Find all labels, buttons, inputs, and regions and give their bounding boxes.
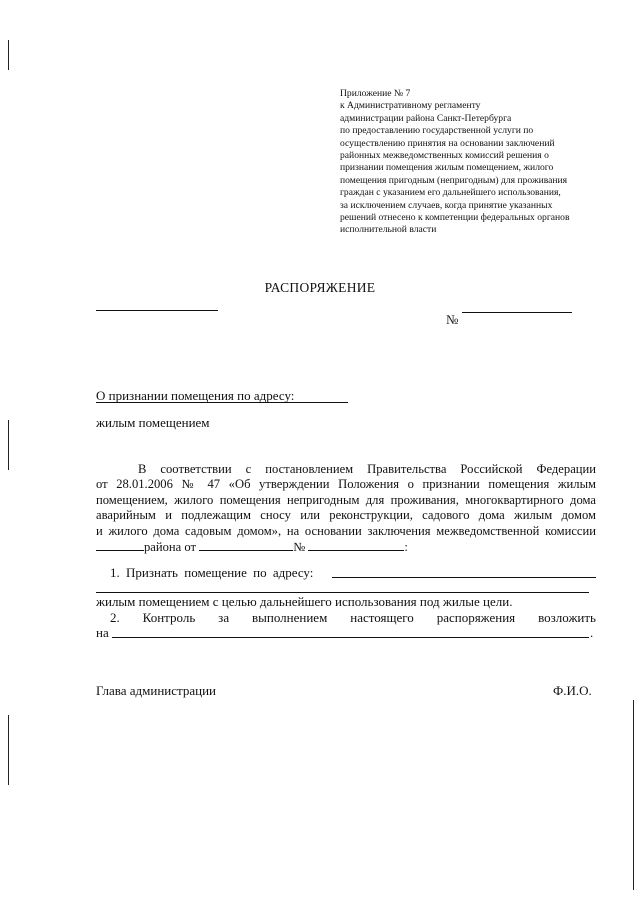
item-2-responsible-blank bbox=[112, 637, 589, 638]
body-row: помещением, жилого помещения непригодным для проживания, многоквартирного дома bbox=[96, 492, 596, 507]
scan-mark bbox=[8, 420, 9, 470]
appendix-line: решений отнесено к компетенции федеральных органов bbox=[340, 212, 570, 224]
appendix-line: администрации района Санкт-Петербурга bbox=[340, 112, 512, 124]
commission-number-sign: № bbox=[293, 539, 306, 554]
body-row: В соответствии с постановлением Правительства Российской Федерации bbox=[138, 462, 596, 476]
item-1-tail: жилым помещением с целью дальнейшего использования под жилые цели. bbox=[96, 594, 513, 609]
body-row-last bbox=[96, 539, 596, 554]
scan-mark bbox=[8, 40, 9, 70]
body-row: от 28.01.2006 № 47 «Об утверждении Положения о признании помещения жилым bbox=[96, 477, 596, 492]
body-paragraph bbox=[96, 462, 596, 554]
item-2-end: . bbox=[590, 625, 594, 640]
appendix-line: районных межведомственных комиссий решения о bbox=[340, 150, 549, 162]
appendix-line: признании помещения жилым помещением, жилого bbox=[340, 162, 554, 174]
appendix-line: Приложение № 7 bbox=[340, 88, 411, 99]
appendix-line: по предоставлению государственной услуги по bbox=[340, 125, 534, 137]
appendix-line: осуществлению принятия на основании заключений bbox=[340, 137, 555, 149]
scan-mark bbox=[633, 700, 634, 890]
body-row: аварийным и подлежащим сносу или реконструкции, садового дома жилым домом bbox=[96, 508, 596, 523]
item-1-address-blank bbox=[332, 577, 596, 578]
signature-position: Глава администрации bbox=[96, 683, 217, 698]
appendix-line: за исключением случаев, когда принятие указанных bbox=[340, 199, 553, 211]
district-blank bbox=[96, 539, 144, 551]
item-2-label: 2. Контроль за выполнением настоящего распоряжения возложить bbox=[110, 610, 596, 625]
colon: : bbox=[404, 539, 408, 554]
number-blank bbox=[462, 312, 572, 313]
district-label: района от bbox=[144, 539, 197, 554]
item-2-on: на bbox=[96, 625, 109, 640]
item-1-address-blank-2 bbox=[96, 592, 589, 593]
appendix-note bbox=[340, 88, 569, 237]
item-1-label: 1. Признать помещение по адресу: bbox=[110, 565, 314, 580]
body-row: и жилого дома садовым домом», на основании заключения межведомственной комиссии bbox=[96, 523, 596, 538]
scan-mark bbox=[8, 715, 9, 785]
commission-number-blank bbox=[308, 539, 404, 551]
signature-name: Ф.И.О. bbox=[553, 683, 592, 698]
appendix-line: исполнительной власти bbox=[340, 224, 437, 236]
appendix-line: граждан с указанием его дальнейшего использования, bbox=[340, 187, 561, 199]
number-sign: № bbox=[446, 312, 459, 327]
appendix-line: помещения пригодным (непригодным) для проживания bbox=[340, 174, 568, 186]
address-blank bbox=[96, 402, 348, 403]
appendix-line: к Административному регламенту bbox=[340, 100, 481, 112]
subject-line: жилым помещением bbox=[96, 415, 210, 430]
date-blank bbox=[96, 310, 218, 311]
commission-date-blank bbox=[199, 539, 293, 551]
subject-line: О признании помещения по адресу: bbox=[96, 388, 295, 403]
document-title: РАСПОРЯЖЕНИЕ bbox=[264, 280, 376, 295]
